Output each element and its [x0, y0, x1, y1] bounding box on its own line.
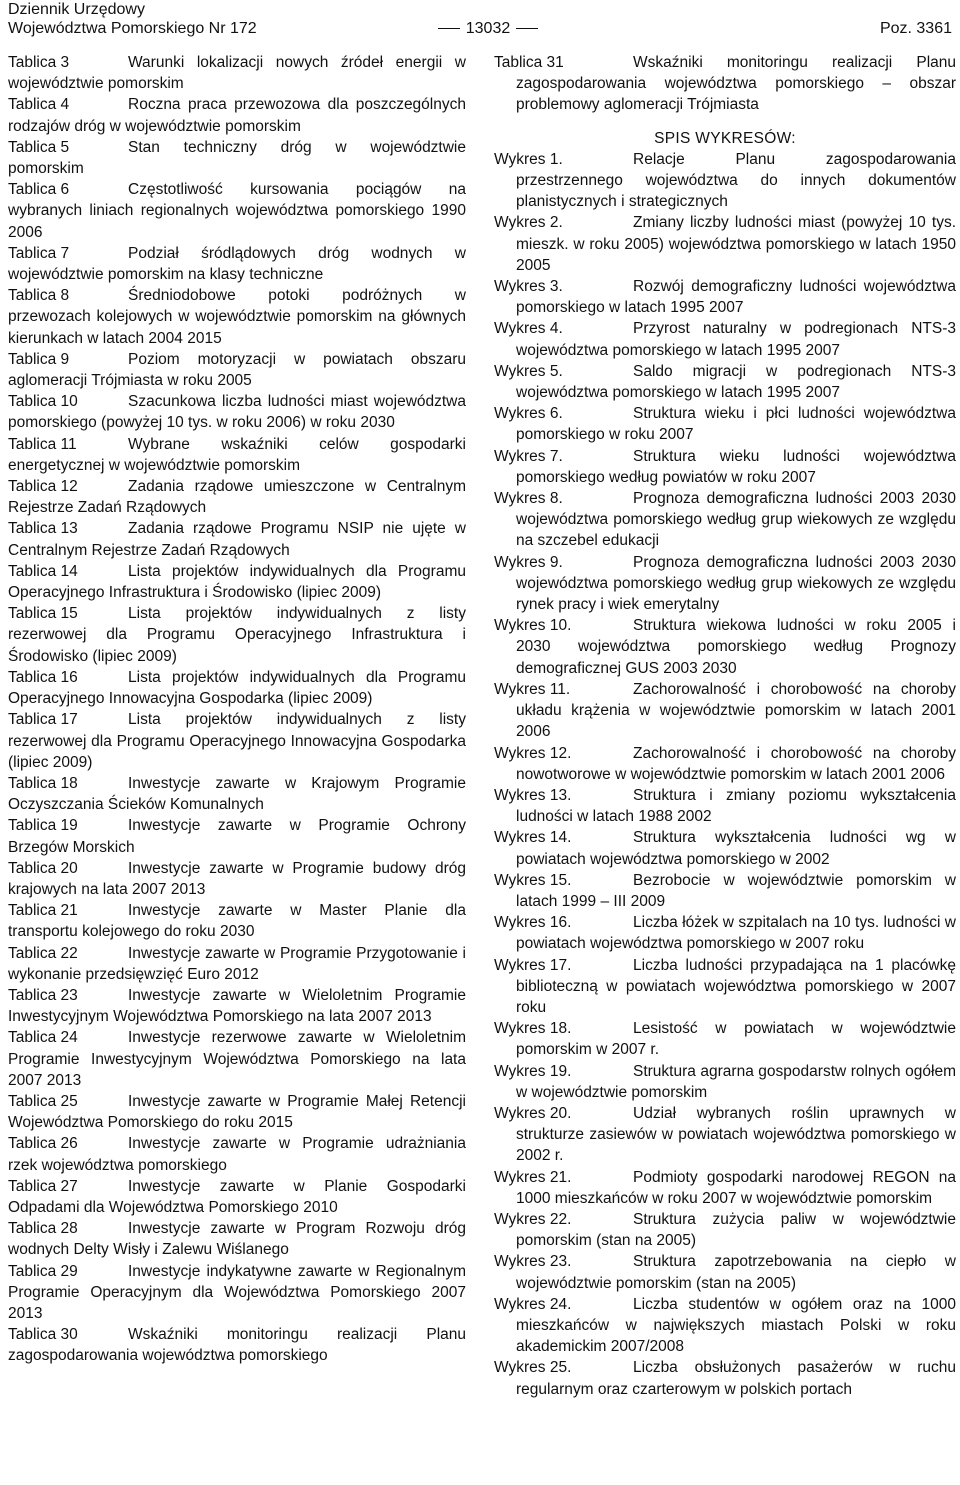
chart-list-entry [494, 785, 956, 827]
chart-list-label: Wykres 11. [494, 680, 571, 698]
chart-list-entry [494, 1103, 956, 1167]
chart-list-entry [494, 615, 956, 679]
table-list-entry [8, 137, 466, 179]
chart-list-entry [494, 403, 956, 445]
right-column [494, 52, 956, 1400]
chart-list-entry [494, 446, 956, 488]
table-list-label: Tablica 29 [8, 1262, 78, 1280]
chart-list-entry [494, 955, 956, 1019]
chart-list-title: Relacje Planu zagospodarowania przestrzennego województwa do innych dokumentów planistycznych i strategicznych [516, 150, 956, 211]
table-list-title: Inwestycje zawarte w Wieloletnim Programie Inwestycyjnym Województwa Pomorskiego na lata 2007 2013 [8, 986, 466, 1026]
table-list-label: Tablica 22 [8, 944, 78, 962]
table-list-title: Inwestycje zawarte w Planie Gospodarki Odpadami dla Województwa Pomorskiego 2010 [8, 1177, 466, 1216]
table-list-entry [8, 985, 466, 1027]
table-list-label: Tablica 10 [8, 393, 78, 411]
chart-list-title: Struktura zużycia paliw w województwie pomorskim (stan na 2005) [516, 1210, 956, 1250]
table-list-entry [8, 900, 466, 942]
left-column-table-list [8, 52, 466, 1367]
chart-list-label: Wykres 18. [494, 1020, 572, 1038]
chart-list-label: Wykres 13. [494, 786, 572, 804]
table-list-entry [8, 1176, 466, 1218]
chart-list-title: Saldo migracji w podregionach NTS-3 województwa pomorskiego w latach 1995 2007 [516, 362, 956, 402]
table-list-entry [8, 285, 466, 349]
chart-list-title: Podmioty gospodarki narodowej REGON na 1000 mieszkańców w roku 2007 w województwie pomorskim [516, 1168, 956, 1207]
table-list-entry [8, 1261, 466, 1325]
table-list-title: Inwestycje rezerwowe zawarte w Wieloletnim Programie Inwestycyjnym Województwa Pomorskiego na lata 2007 2013 [8, 1029, 466, 1089]
table-list-entry [8, 815, 466, 857]
table-list-label: Tablica 6 [8, 181, 70, 199]
chart-list-entry [494, 1209, 956, 1251]
table-list-label: Tablica 20 [8, 859, 78, 877]
chart-list-title: Struktura wiekowa ludności w roku 2005 i 2030 województwa pomorskiego według Prognozy demograficznej GUS 2003 2030 [516, 617, 956, 677]
chart-list-title: Zachorowalność i chorobowość na choroby układu krążenia w województwie pomorskim w latach 2001 2006 [516, 680, 956, 741]
chart-list-label: Wykres 23. [494, 1253, 572, 1271]
table-list-title: Inwestycje zawarte w Programie Małej Retencji Województwa Pomorskiego do roku 2015 [8, 1092, 466, 1132]
table-list-entry [494, 52, 956, 116]
chart-list-title: Rozwój demograficzny ludności województwa pomorskiego w latach 1995 2007 [516, 278, 956, 317]
chart-list-title: Bezrobocie w województwie pomorskim w latach 1999 – III 2009 [516, 871, 956, 910]
table-list-label: Tablica 26 [8, 1135, 78, 1153]
table-list-entry [8, 179, 466, 243]
table-list-label: Tablica 8 [8, 287, 70, 305]
table-list-title: Stan techniczny dróg w województwie pomorskim [8, 138, 466, 178]
chart-list-label: Wykres 21. [494, 1168, 572, 1186]
table-list-label: Tablica 30 [8, 1326, 78, 1344]
table-list-entry [8, 858, 466, 900]
table-list-entry [8, 1091, 466, 1133]
chart-list-entry [494, 488, 956, 552]
chart-list-title: Struktura wieku ludności województwa pomorskiego według powiatów w roku 2007 [516, 447, 956, 486]
table-list-entry [8, 943, 466, 985]
table-list-title: Średniodobowe potoki podróżnych w przewozach kolejowych w województwie pomorskim na głównych kierunkach w latach 2004 2015 [8, 287, 466, 347]
page-number: 13032 [428, 19, 548, 38]
table-list-entry [8, 773, 466, 815]
table-list-title: Lista projektów indywidualnych dla Programu Operacyjnego Innowacyjna Gospodarka (lipiec 2009) [8, 668, 466, 708]
table-list-entry [8, 1027, 466, 1091]
chart-list-entry [494, 552, 956, 616]
table-list-label: Tablica 11 [8, 435, 77, 453]
chart-list-entry [494, 1061, 956, 1103]
table-list-title: Wskaźniki monitoringu realizacji Planu zagospodarowania województwa pomorskiego – obszar problemowy aglomeracji Trójmiasta [516, 54, 956, 114]
table-list-entry [8, 1324, 466, 1366]
chart-list-title: Liczba studentów w ogółem oraz na 1000 mieszkańców w największych miastach Polski w roku akademickim 2007/2008 [516, 1295, 956, 1356]
table-list-title: Warunki lokalizacji nowych źródeł energii w województwie pomorskim [8, 54, 466, 93]
chart-list-entry [494, 1357, 956, 1399]
table-list-title: Częstotliwość kursowania pociągów na wybranych liniach regionalnych województwa pomorskiego 1990 2006 [8, 181, 466, 241]
table-list-label: Tablica 14 [8, 562, 78, 580]
chart-list-title: Udział wybranych roślin uprawnych w strukturze zasiewów w powiatach województwa pomorskiego w 2002 r. [516, 1104, 956, 1165]
chart-list-entry [494, 212, 956, 276]
table-list-label: Tablica 13 [8, 520, 78, 538]
chart-list-label: Wykres 4. [494, 320, 563, 338]
chart-list-title: Przyrost naturalny w podregionach NTS-3 województwa pomorskiego w latach 1995 2007 [516, 320, 956, 359]
chart-list-title: Struktura i zmiany poziomu wykształcenia ludności w latach 1988 2002 [516, 786, 956, 826]
table-list-entry [8, 561, 466, 603]
table-list-entry [8, 52, 466, 94]
chart-list-entry [494, 149, 956, 213]
chart-list-title: Liczba obsłużonych pasażerów w ruchu regularnym oraz czarterowym w polskich portach [516, 1359, 956, 1398]
table-list-title: Podział śródlądowych dróg wodnych w województwie pomorskim na klasy techniczne [8, 244, 466, 284]
chart-list-label: Wykres 3. [494, 278, 563, 296]
table-list-label: Tablica 5 [8, 138, 70, 156]
chart-list-label: Wykres 1. [494, 150, 563, 168]
chart-list-title: Liczba łóżek w szpitalach na 10 tys. ludności w powiatach województwa pomorskiego w 2007 roku [516, 914, 956, 953]
chart-list-title: Lesistość w powiatach w województwie pomorskim w 2007 r. [516, 1020, 956, 1059]
table-list-label: Tablica 19 [8, 817, 78, 835]
table-list-label: Tablica 17 [8, 711, 78, 729]
table-list-label: Tablica 7 [8, 244, 70, 262]
chart-list-label: Wykres 19. [494, 1062, 572, 1080]
table-list-title: Lista projektów indywidualnych z listy rezerwowej dla Programu Operacyjnego Innowacyjna Gospodarka (lipiec 2009) [8, 711, 466, 771]
chart-list-label: Wykres 10. [494, 617, 572, 635]
chart-list-entry [494, 1167, 956, 1209]
right-table-list [494, 52, 956, 116]
table-list-label: Tablica 9 [8, 350, 70, 368]
chart-list-label: Wykres 24. [494, 1295, 572, 1313]
table-list-title: Lista projektów indywidualnych dla Programu Operacyjnego Infrastruktura i Środowisko (lipiec 2009) [8, 562, 466, 602]
chart-list-title: Liczba ludności przypadająca na 1 placówkę biblioteczną w powiatach województwa pomorskiego w 2007 roku [516, 956, 956, 1016]
table-list-title: Poziom motoryzacji w powiatach obszaru aglomeracji Trójmiasta w roku 2005 [8, 350, 466, 390]
table-list-label: Tablica 25 [8, 1092, 78, 1110]
table-list-title: Inwestycje zawarte w Master Planie dla transportu kolejowego do roku 2030 [8, 902, 466, 941]
chart-list-entry [494, 276, 956, 318]
chart-list-label: Wykres 17. [494, 956, 572, 974]
chart-list-title: Struktura agrarna gospodarstw rolnych ogółem w województwie pomorskim [516, 1062, 956, 1101]
table-list-title: Inwestycje zawarte w Programie udrażniania rzek województwa pomorskiego [8, 1135, 466, 1174]
chart-list-entry [494, 912, 956, 954]
chart-list-label: Wykres 14. [494, 829, 572, 847]
table-list-label: Tablica 31 [494, 54, 564, 71]
table-list-label: Tablica 4 [8, 96, 70, 114]
table-list-entry [8, 1218, 466, 1260]
chart-list-entry [494, 1018, 956, 1060]
chart-list-entry [494, 1251, 956, 1293]
chart-list-label: Wykres 20. [494, 1104, 572, 1122]
table-list-title: Roczna praca przewozowa dla poszczególnych rodzajów dróg w województwie pomorskim [8, 96, 466, 135]
table-list-entry [8, 243, 466, 285]
chart-list-title: Zmiany liczby ludności miast (powyżej 10 tys. mieszk. w roku 2005) województwa pomorskiego w latach 1950 2005 [516, 214, 956, 274]
chart-list-title: Zachorowalność i chorobowość na choroby nowotworowe w województwie pomorskim w latach 2001 2006 [516, 744, 956, 783]
chart-list-title: Struktura zapotrzebowania na ciepło w województwie pomorskim (stan na 2005) [516, 1253, 956, 1292]
table-list-entry [8, 476, 466, 518]
table-list-entry [8, 94, 466, 136]
chart-list-label: Wykres 8. [494, 490, 563, 508]
table-list-label: Tablica 18 [8, 774, 78, 792]
chart-list-title: Struktura wieku i płci ludności województwa pomorskiego w roku 2007 [516, 405, 956, 444]
chart-list-title: Struktura wykształcenia ludności wg w powiatach województwa pomorskiego w 2002 [516, 829, 956, 868]
table-list-title: Inwestycje zawarte w Krajowym Programie Oczyszczania Ścieków Komunalnych [8, 774, 466, 814]
chart-list-label: Wykres 12. [494, 744, 572, 762]
table-list-entry [8, 518, 466, 560]
table-list-entry [8, 434, 466, 476]
charts-section-title: SPIS WYKRESÓW: [654, 129, 796, 147]
chart-list-label: Wykres 5. [494, 362, 563, 380]
table-list-title: Szacunkowa liczba ludności miast województwa pomorskiego (powyżej 10 tys. w roku 2006) w roku 2030 [8, 393, 466, 432]
publication-title-line2: Województwa Pomorskiego Nr 172 [8, 20, 257, 37]
chart-list-entry [494, 361, 956, 403]
chart-list-title: Prognoza demograficzna ludności 2003 2030 województwa pomorskiego według grup wiekowych ze względu rynek pracy i wiek emerytalny [516, 553, 956, 614]
chart-list-label: Wykres 9. [494, 553, 563, 571]
chart-list-entry [494, 679, 956, 743]
publication-title [8, 0, 257, 38]
table-list-label: Tablica 16 [8, 668, 78, 686]
chart-list-label: Wykres 22. [494, 1210, 572, 1228]
table-list-title: Zadania rządowe umieszczone w Centralnym Rejestrze Zadań Rządowych [8, 478, 466, 517]
table-list-label: Tablica 21 [8, 902, 78, 920]
table-list-entry [8, 667, 466, 709]
table-list-label: Tablica 24 [8, 1029, 78, 1047]
chart-list-label: Wykres 7. [494, 447, 563, 465]
chart-list-entry [494, 870, 956, 912]
table-list-label: Tablica 23 [8, 986, 78, 1004]
table-list-entry [8, 349, 466, 391]
publication-title-line1: Dziennik Urzędowy [8, 1, 145, 18]
table-list-title: Inwestycje zawarte w Programie budowy dróg krajowych na lata 2007 2013 [8, 859, 466, 898]
table-list-entry [8, 1133, 466, 1175]
table-list-title: Lista projektów indywidualnych z listy rezerwowej dla Programu Operacyjnego Infrastruktura i Środowisko (lipiec 2009) [8, 605, 466, 665]
chart-list-label: Wykres 15. [494, 871, 572, 889]
table-list-entry [8, 391, 466, 433]
table-list-label: Tablica 12 [8, 478, 78, 496]
table-list-title: Zadania rządowe Programu NSIP nie ujęte w Centralnym Rejestrze Zadań Rządowych [8, 520, 466, 559]
chart-list-label: Wykres 16. [494, 914, 572, 932]
chart-list-entry [494, 318, 956, 360]
page-header [8, 0, 956, 44]
table-list-title: Wybrane wskaźniki celów gospodarki energetycznej w województwie pomorskim [8, 435, 466, 474]
position-number: Poz. 3361 [879, 20, 952, 37]
table-list-title: Wskaźniki monitoringu realizacji Planu zagospodarowania województwa pomorskiego [8, 1326, 466, 1365]
table-list-label: Tablica 28 [8, 1220, 78, 1238]
chart-list [494, 149, 956, 1400]
table-list-title: Inwestycje zawarte w Programie Przygotowanie i wykonanie przedsięwzięć Euro 2012 [8, 944, 466, 983]
table-list-entry [8, 709, 466, 773]
table-list-label: Tablica 3 [8, 54, 70, 71]
chart-list-entry [494, 1294, 956, 1358]
table-list-entry [8, 603, 466, 667]
table-list-label: Tablica 27 [8, 1177, 78, 1195]
chart-list-entry [494, 743, 956, 785]
table-list-label: Tablica 15 [8, 605, 78, 623]
table-list-title: Inwestycje zawarte w Programie Ochrony Brzegów Morskich [8, 817, 466, 856]
chart-list-label: Wykres 6. [494, 405, 563, 423]
table-list-title: Inwestycje indykatywne zawarte w Regionalnym Programie Operacyjnym dla Województwa Pomorskiego 2007 2013 [8, 1262, 466, 1322]
chart-list-title: Prognoza demograficzna ludności 2003 2030 województwa pomorskiego według grup wiekowych ze względu na szczebel edukacji [516, 490, 956, 550]
chart-list-label: Wykres 25. [494, 1359, 572, 1377]
table-list-title: Inwestycje zawarte w Program Rozwoju dróg wodnych Delty Wisły i Zalewu Wiślanego [8, 1220, 466, 1259]
chart-list-entry [494, 827, 956, 869]
chart-list-label: Wykres 2. [494, 214, 563, 232]
